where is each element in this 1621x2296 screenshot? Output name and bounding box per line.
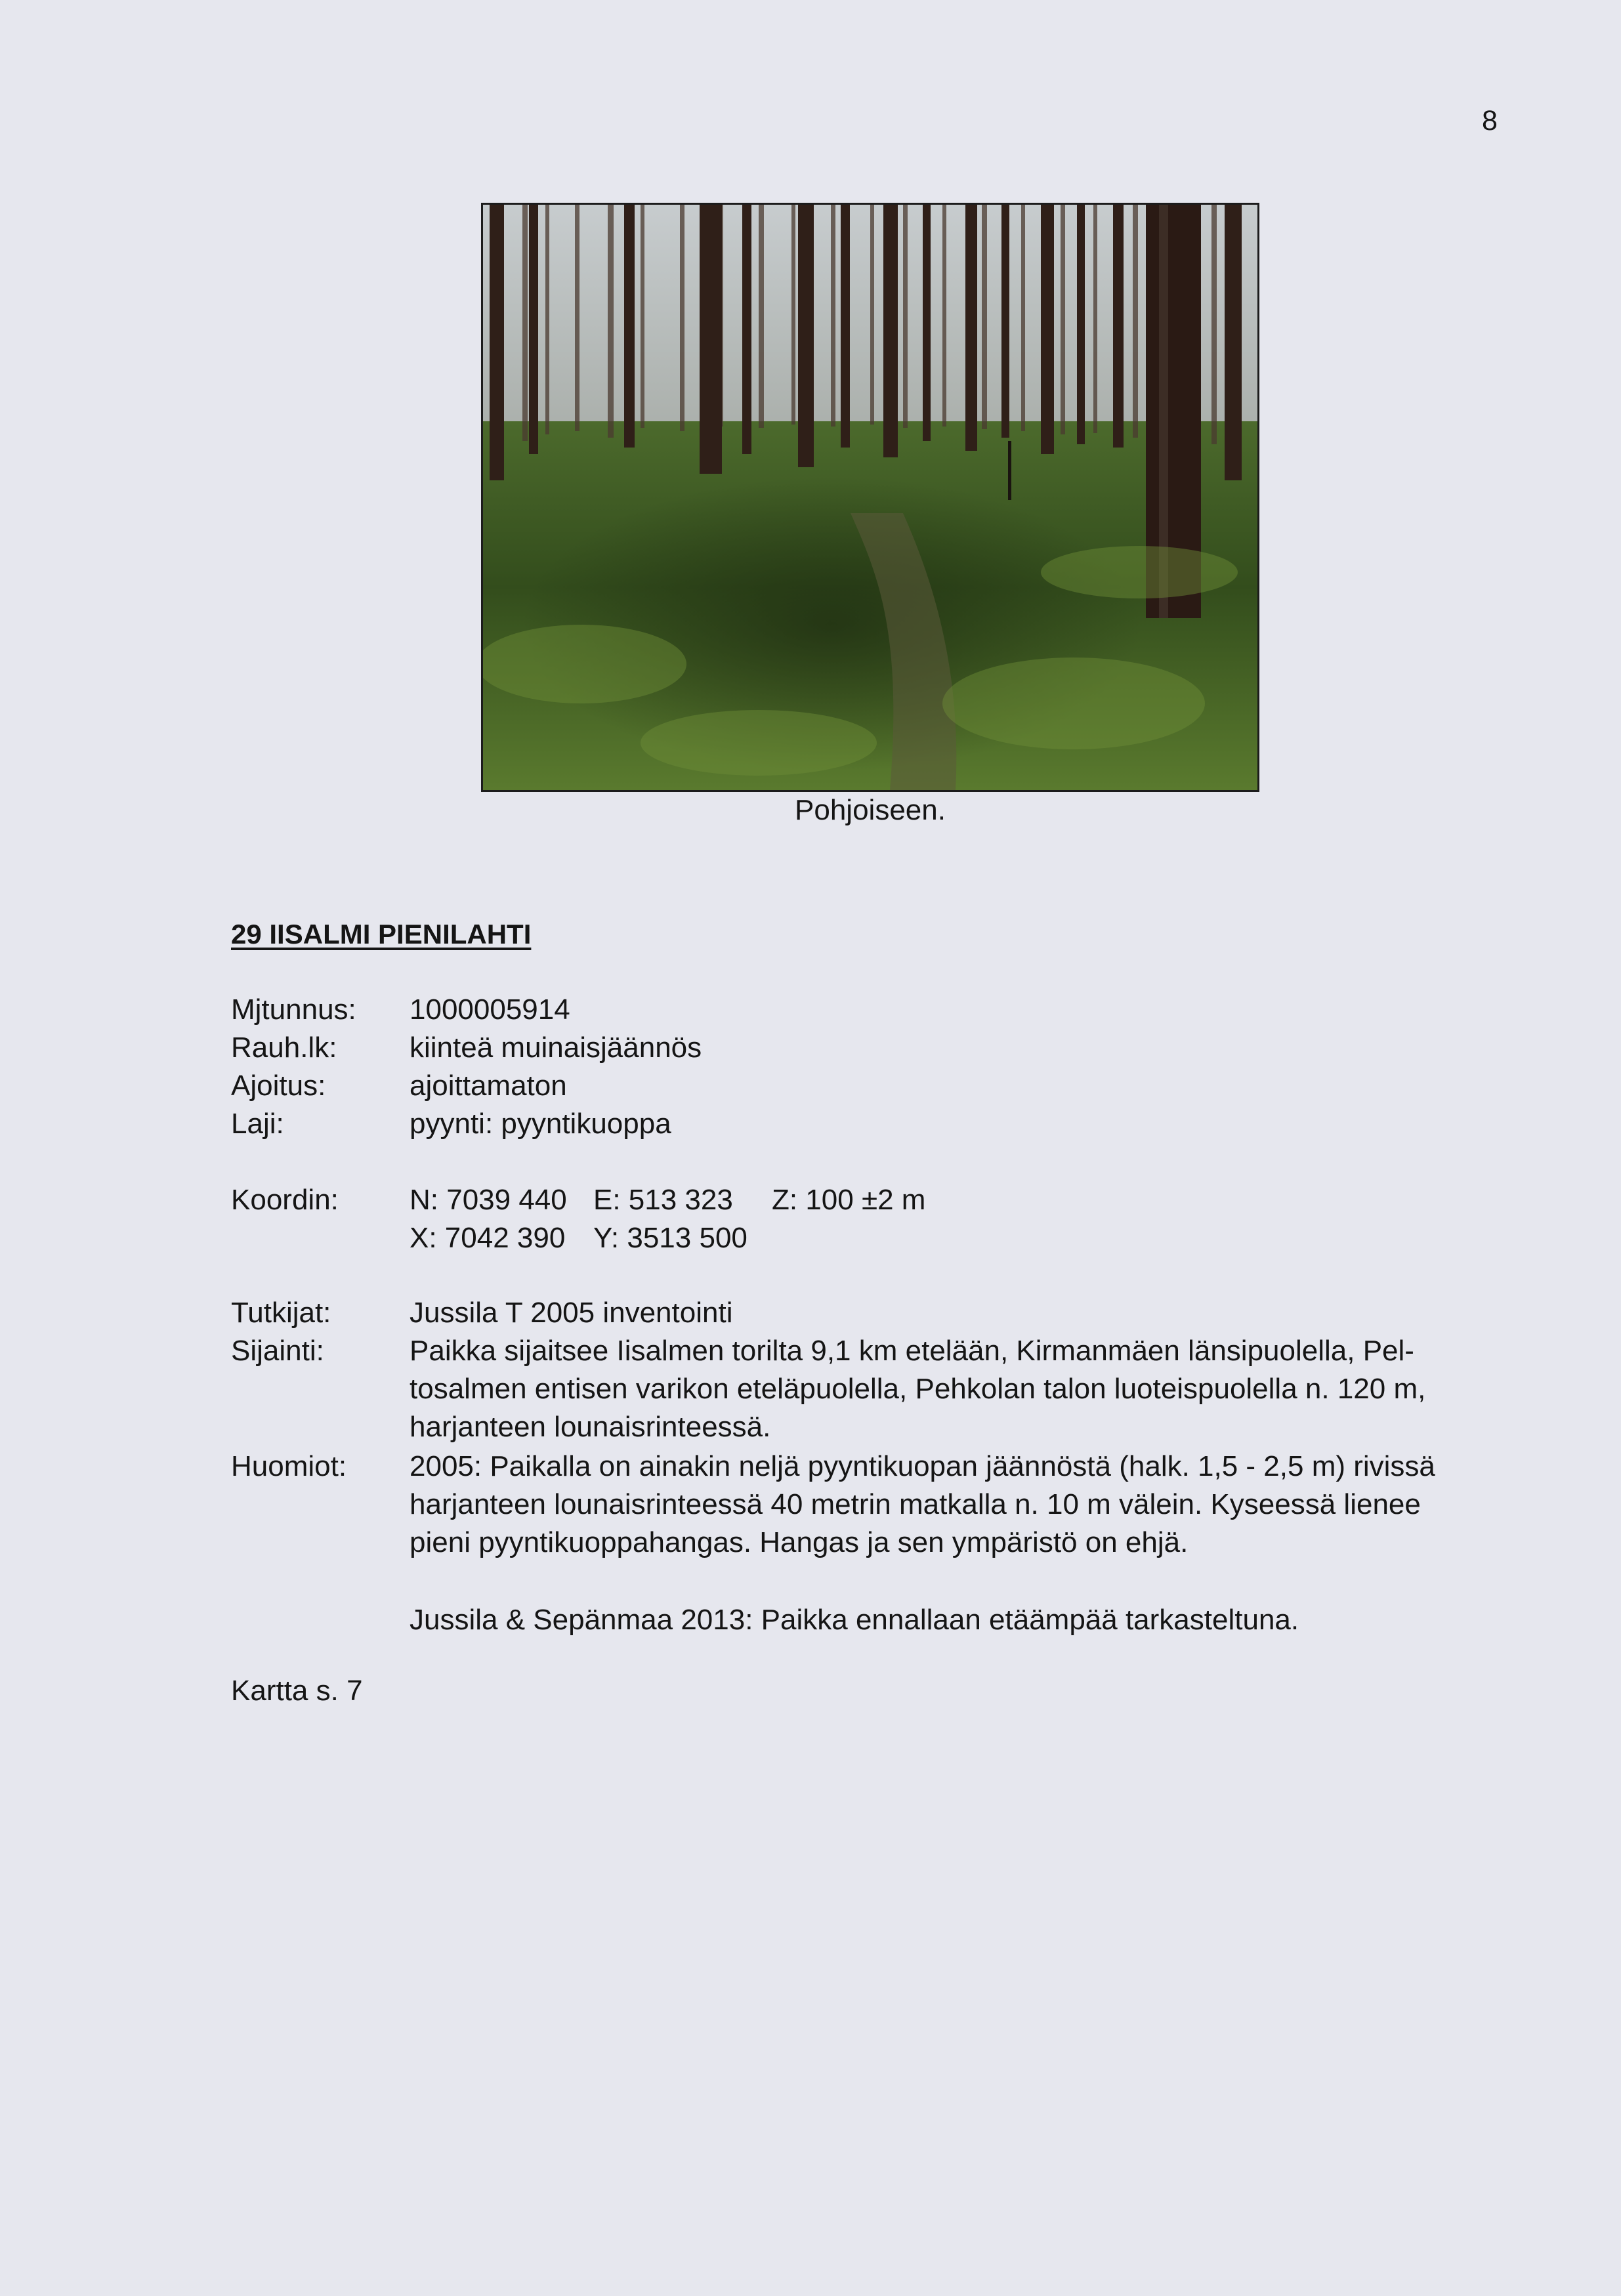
- text-line: tosalmen entisen varikon eteläpuolella, Pehkolan talon luoteispuolella n. 120 m,: [410, 1373, 1426, 1405]
- coord-z: Z: 100 ±2 m: [772, 1184, 926, 1216]
- photo-caption: Pohjoiseen.: [795, 794, 946, 826]
- field-label: Huomiot:: [231, 1450, 347, 1482]
- field-label: Tutkijat:: [231, 1297, 331, 1329]
- field-value: pyynti: pyyntikuoppa: [410, 1108, 671, 1140]
- field-label: Laji:: [231, 1108, 284, 1140]
- huomiot-note: Jussila & Sepänmaa 2013: Paikka ennallaan etäämpää tarkasteltuna.: [410, 1604, 1299, 1636]
- coord-y: Y: 3513 500: [593, 1222, 747, 1254]
- page-number: 8: [1482, 105, 1498, 136]
- forest-photo: [481, 203, 1259, 792]
- text-line: harjanteen lounaisrinteessä.: [410, 1411, 771, 1443]
- coord-line-2: [410, 1219, 1621, 1257]
- field-label: Mjtunnus:: [231, 993, 356, 1026]
- field-label: Ajoitus:: [231, 1070, 326, 1102]
- sijainti-text: [410, 1332, 1479, 1446]
- field-value: kiinteä muinaisjäännös: [410, 1032, 702, 1064]
- field-value: 1000005914: [410, 993, 570, 1026]
- site-heading: 29 IISALMI PIENILAHTI: [231, 919, 532, 950]
- field-label: Sijainti:: [231, 1335, 324, 1367]
- text-line: Paikka sijaitsee Iisalmen torilta 9,1 km etelään, Kirmanmäen länsipuolella, Pel-: [410, 1335, 1414, 1367]
- coord-e: E: 513 323: [593, 1184, 733, 1216]
- field-label: Koordin:: [231, 1184, 339, 1216]
- text-line: 2005: Paikalla on ainakin neljä pyyntikuopan jäännöstä (halk. 1,5 - 2,5 m) rivissä: [410, 1450, 1435, 1482]
- field-value: Jussila T 2005 inventointi: [410, 1297, 733, 1329]
- coord-n: N: 7039 440: [410, 1184, 567, 1216]
- text-line: harjanteen lounaisrinteessä 40 metrin matkalla n. 10 m välein. Kyseessä lienee: [410, 1488, 1421, 1520]
- coord-x: X: 7042 390: [410, 1222, 566, 1254]
- text-line: pieni pyyntikuoppahangas. Hangas ja sen ympäristö on ehjä.: [410, 1526, 1189, 1558]
- field-label: Rauh.lk:: [231, 1032, 337, 1064]
- field-value: ajoittamaton: [410, 1070, 567, 1102]
- huomiot-text: [410, 1448, 1479, 1562]
- map-reference: Kartta s. 7: [231, 1675, 363, 1707]
- coord-line-1: [410, 1181, 1621, 1219]
